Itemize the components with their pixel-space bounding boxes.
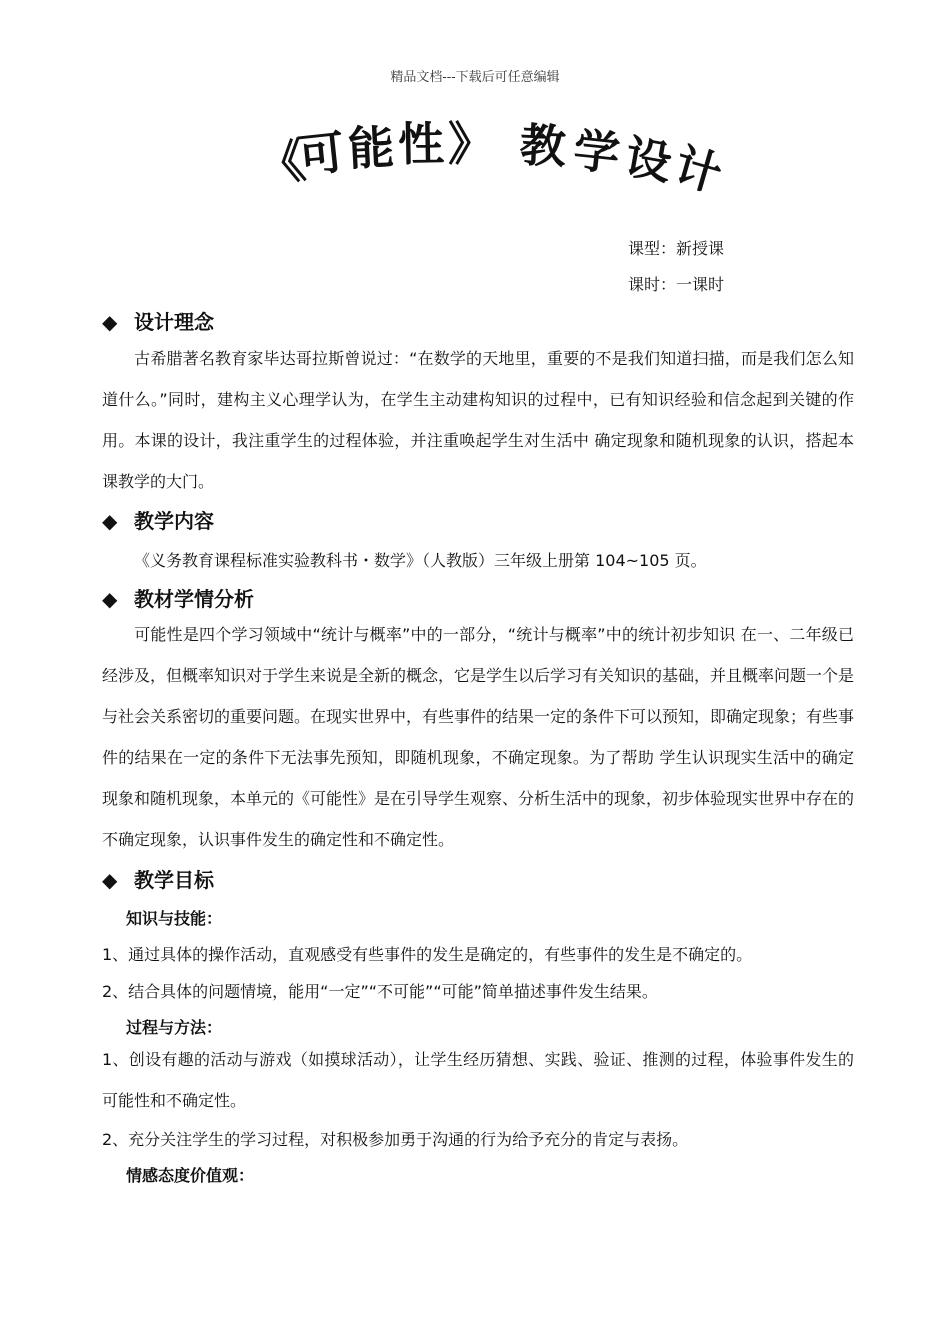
heading-text: 教材学情分析 [134,587,254,611]
section-heading-goals [102,864,214,893]
title-char: 能 [346,119,396,177]
content-paragraph: 《义务教育课程标准实验教科书・数学》（人教版）三年级上册第 104~105 页。 [134,551,707,570]
title-char: 》 [448,117,494,171]
section-heading-design-concept [102,306,214,335]
title-char: 性 [397,116,445,172]
course-type: 课型：新授课 [628,239,725,258]
title-char: 学 [570,122,623,182]
analysis-paragraph [102,614,854,860]
diamond-bullet-icon: ◆ [102,587,118,611]
title-char: 设 [621,129,676,191]
design-concept-paragraph [102,338,854,502]
course-hours: 课时：一课时 [628,275,725,294]
process-label: 过程与方法： [126,1018,223,1037]
title-char: 计 [668,137,728,203]
title-char: 教 [518,117,568,175]
paragraph-text: 可能性是四个学习领域中“统计与概率”中的一部分，“统计与概率”中的统计初步知识 在一、二年级已经涉及，但概率知识对于学生来说是全新的概念，它是学生以后学习有关知识的基础，并且概率问题一个是与社会关系密切的重要问题。在现实世界中，有些事件的结果一定的条件下可以预知，即确定现象；有些事件的结果在一定的条件下无法事先预知，即随机现象，不确定现象。为了帮助 学生认识现实生活中的确定现象和随机现象，本单元的《可能性》是在引导学生观察、分析生活中的现象，初步体验现实世界中存在的不确定现象，认识事件发生的确定性和不确定性。 [102,625,855,849]
diamond-bullet-icon: ◆ [102,509,118,533]
heading-text: 教学目标 [134,868,214,892]
page-header: 精品文档---下载后可任意编辑 [390,70,560,85]
knowledge-item-1: 1、通过具体的操作活动，直观感受有些事件的发生是确定的，有些事件的发生是不确定的。 [102,945,753,964]
title-char: 可 [295,124,348,184]
process-item-2: 2、充分关注学生的学习过程，对积极参加勇于沟通的行为给予充分的肯定与表扬。 [102,1130,689,1149]
heading-text: 教学内容 [134,509,214,533]
knowledge-label: 知识与技能： [126,909,223,928]
section-heading-content [102,505,214,534]
document-title [254,108,758,203]
knowledge-item-2: 2、结合具体的问题情境，能用“一定”“不可能”“可能”简单描述事件发生结果。 [102,982,658,1001]
paragraph-text: 古希腊著名教育家毕达哥拉斯曾说过：“在数学的天地里，重要的不是我们知道扫描，而是我们怎么知道什么。”同时，建构主义心理学认为，在学生主动建构知识的过程中，已有知识经验和信念起到关键的作用。本课的设计，我注重学生的过程体验，并注重唤起学生对生活中 确定现象和随机现象的认识，搭起本课教学的大门。 [102,349,854,491]
diamond-bullet-icon: ◆ [102,868,118,892]
title-char: 《 [254,133,309,195]
section-heading-analysis [102,583,254,612]
emotion-label: 情感态度价值观： [126,1166,255,1185]
diamond-bullet-icon: ◆ [102,310,118,334]
heading-text: 设计理念 [134,310,214,334]
process-item-1: 1、创设有趣的活动与游戏（如摸球活动），让学生经历猜想、实践、验证、推测的过程，体验事件发生的可能性和不确定性。 [102,1050,854,1110]
